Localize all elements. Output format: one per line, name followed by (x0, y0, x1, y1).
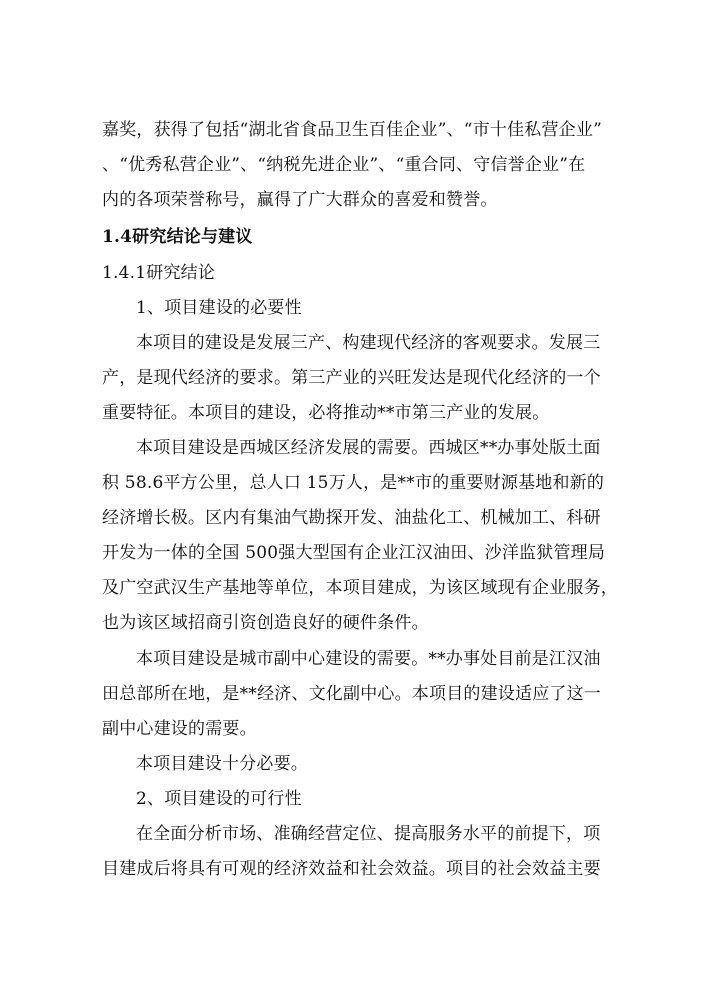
para1-line-3: 重要特征。本项目的建设，必将推动**市第三产业的发展。 (102, 403, 550, 423)
para3-line-2: 田总部所在地，是**经济、文化副中心。本项目的建设适应了这一 (102, 684, 601, 704)
para2-line-5: 及广空武汉生产基地等单位，本项目建成，为该区域现有企业服务， (102, 578, 618, 598)
para1-line-2: 产，是现代经济的要求。第三产业的兴旺发达是现代化经济的一个 (102, 368, 601, 388)
section-heading: 1.4研究结论与建议 (102, 227, 253, 247)
para2-line-3: 经济增长极。区内有集油气勘探开发、油盐化工、机械加工、科研 (102, 508, 601, 528)
intro-line-3: 内的各项荣誉称号，赢得了广大群众的喜爱和赞誉。 (102, 190, 498, 210)
para5-line-1: 在全面分析市场、准确经营定位、提高服务水平的前提下，项 (136, 824, 601, 844)
para5-line-2: 目建成后将具有可观的经济效益和社会效益。项目的社会效益主要 (102, 859, 601, 879)
para2-line-2: 积 58.6平方公里，总人口 15万人，是**市的重要财源基地和新的 (102, 473, 605, 493)
intro-line-2: 、“优秀私营企业”、“纳税先进企业”、“重合同、守信誉企业”在 (102, 155, 586, 175)
para2-line-1: 本项目建设是西城区经济发展的需要。西城区**办事处版土面 (136, 438, 601, 458)
subsection-heading: 1.4.1研究结论 (102, 263, 216, 283)
para3-line-1: 本项目建设是城市副中心建设的需要。**办事处目前是江汉油 (136, 649, 601, 669)
para4: 本项目建设十分必要。 (136, 754, 308, 774)
item1-title: 1、项目建设的必要性 (136, 298, 302, 318)
intro-line-1: 嘉奖，获得了包括“湖北省食品卫生百佳企业”、“市十佳私营企业” (102, 120, 602, 140)
para2-line-4: 开发为一体的全国 500强大型国有企业江汉油田、沙洋监狱管理局 (102, 543, 606, 563)
para1-line-1: 本项目的建设是发展三产、构建现代经济的客观要求。发展三 (136, 333, 601, 353)
para2-line-6: 也为该区域招商引资创造良好的硬件条件。 (102, 613, 429, 633)
item2-title: 2、项目建设的可行性 (136, 789, 302, 809)
para3-line-3: 副中心建设的需要。 (102, 719, 257, 739)
